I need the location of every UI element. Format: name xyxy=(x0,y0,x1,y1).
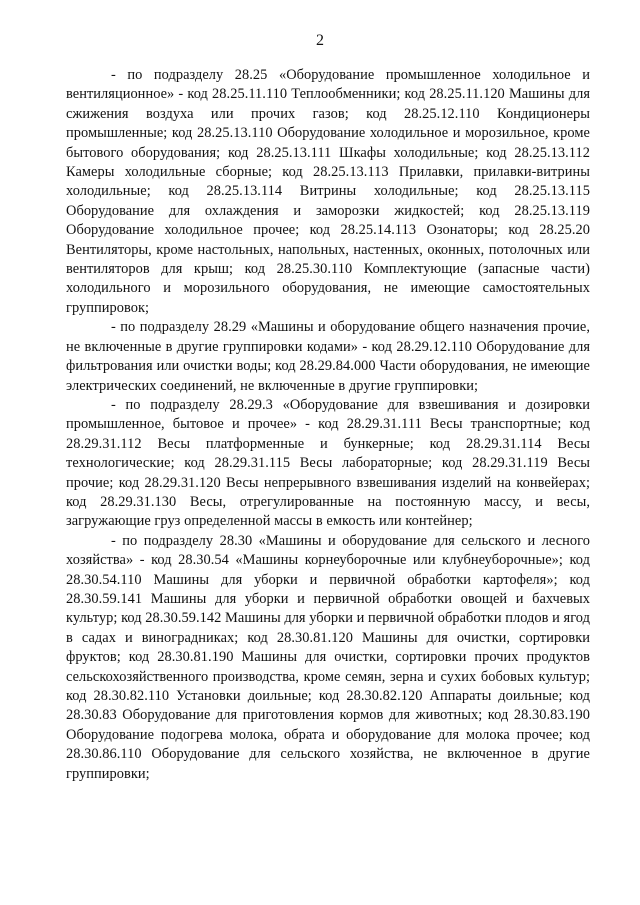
page-number: 2 xyxy=(316,32,324,49)
document-body xyxy=(66,66,590,784)
paragraph-subsection-28-30: - по подразделу 28.30 «Машины и оборудование для сельского и лесного хозяйства» - код 28.30.54 «Машины корнеуборочные или клубнеуборочные»; код 28.30.54.110 Машины для уборки и первичной обработки картофеля»; код 28.30.59.141 Машины для уборки и первичной обработки овощей и бахчевых культур; код 28.30.59.142 Машины для уборки и первичной обработки плодов и ягод в садах и виноградниках; код 28.30.81.120 Машины для очистки, сортировки фруктов; код 28.30.81.190 Машины для очистки, сортировки прочих продуктов сельскохозяйственного производства, кроме семян, зерна и сухих бобовых культур; код 28.30.82.110 Установки доильные; код 28.30.82.120 Аппараты доильные; код 28.30.83 Оборудование для приготовления кормов для животных; код 28.30.83.190 Оборудование подогрева молока, обрата и оборудование для молока прочее; код 28.30.86.110 Оборудование для сельского хозяйства, не включенное в другие группировки; xyxy=(66,532,591,782)
paragraph-subsection-28-29-3: - по подразделу 28.29.3 «Оборудование для взвешивания и дозировки промышленное, бытовое и прочее» - код 28.29.31.111 Весы транспортные; код 28.29.31.112 Весы платформенные и бункерные; код 28.29.31.114 Весы технологические; код 28.29.31.115 Весы лабораторные; код 28.29.31.119 Весы прочие; код 28.29.31.120 Весы непрерывного взвешивания изделий на конвейерах; код 28.29.31.130 Весы, отрегулированные на постоянную массу, и весы, загружающие груз определенной массы в емкость или контейнер; xyxy=(66,396,590,530)
paragraph-subsection-28-29: - по подразделу 28.29 «Машины и оборудование общего назначения прочие, не включенные в другие группировки кодами» - код 28.29.12.110 Оборудование для фильтрования или очистки воды; код 28.29.84.000 Части оборудования, не имеющие электрических соединений, не включенные в другие группировки; xyxy=(66,319,590,394)
paragraph-subsection-28-25: - по подразделу 28.25 «Оборудование промышленное холодильное и вентиляционное» - код 28.25.11.110 Теплообменники; код 28.25.11.120 Машины для сжижения воздуха или прочих газов; код 28.25.12.110 Кондиционеры промышленные; код 28.25.13.110 Оборудование холодильное и морозильное, кроме бытового оборудования; код 28.25.13.111 Шкафы холодильные; код 28.25.13.112 Камеры холодильные сборные; код 28.25.13.113 Прилавки, прилавки-витрины холодильные; код 28.25.13.114 Витрины холодильные; код 28.25.13.115 Оборудование для охлаждения и заморозки жидкостей; код 28.25.13.119 Оборудование холодильное прочее; код 28.25.14.113 Озонаторы; код 28.25.20 Вентиляторы, кроме настольных, напольных, настенных, оконных, потолочных или вентиляторов для крыш; код 28.25.30.110 Комплектующие (запасные части) холодильного и морозильного оборудования, не имеющие самостоятельных группировок; xyxy=(66,67,590,316)
